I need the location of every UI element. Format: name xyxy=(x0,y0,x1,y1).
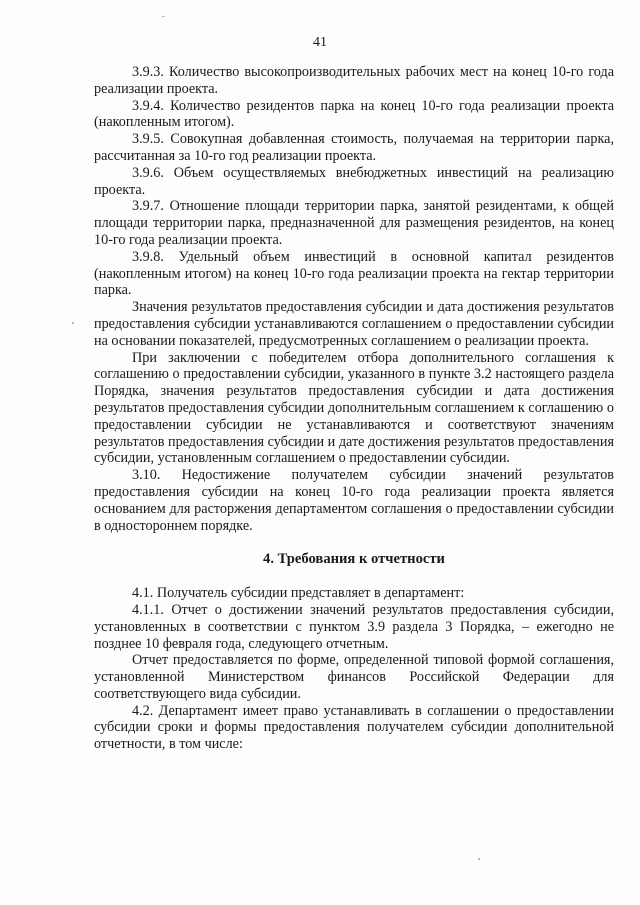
paragraph-3-9-3: 3.9.3. Количество высокопроизводительных рабочих мест на конец 10-го года реализации проекта. xyxy=(94,64,614,97)
paragraph-additional-agreement: При заключении с победителем отбора дополнительного соглашения к соглашению о предоставлении субсидии, указанного в пункте 3.2 настоящего раздела Порядка, значения результатов предоставления субсидии и дата достижения результатов предоставления субсидии дополнительным соглашением к соглашению о предоставлении субсидии не устанавливаются и соответствуют значениям результатов предоставления субсидии и дате достижения результатов предоставления субсидии, установленным соглашением о предоставлении субсидии. xyxy=(94,349,614,467)
paragraph-3-9-8: 3.9.8. Удельный объем инвестиций в основной капитал резидентов (накопленным итогом) на конец 10-го года реализации проекта на гектар территории парка. xyxy=(94,248,614,299)
paragraph-3-9-6: 3.9.6. Объем осуществляемых внебюджетных инвестиций на реализацию проекта. xyxy=(94,164,614,198)
paragraph-report-form: Отчет предоставляется по форме, определенной типовой формой соглашения, установленной Министерством финансов Российской Федерации для соответствующего вида субсидии. xyxy=(94,652,614,702)
paragraph-4-1-1: 4.1.1. Отчет о достижении значений результатов предоставления субсидии, установленных в соответствии с пунктом 3.9 раздела 3 Порядка, – ежегодно не позднее 10 февраля года, следующего отчетным. xyxy=(94,601,614,652)
scan-speck xyxy=(478,858,480,860)
paragraph-4-2: 4.2. Департамент имеет право устанавливать в соглашении о предоставлении субсидии сроки и формы предоставления получателем субсидии дополнительной отчетности, в том числе: xyxy=(94,702,614,753)
paragraph-3-10: 3.10. Недостижение получателем субсидии значений результатов предоставления субсидии на конец 10-го года реализации проекта является основанием для расторжения департаментом соглашения о предоставлении субсидии в одностороннем порядке. xyxy=(94,467,614,534)
scan-speck xyxy=(72,322,74,324)
paragraph-3-9-5: 3.9.5. Совокупная добавленная стоимость, получаемая на территории парка, рассчитанная за 10-го год реализации проекта. xyxy=(94,131,614,164)
paragraph-4-1: 4.1. Получатель субсидии представляет в департамент: xyxy=(132,585,465,602)
document-body xyxy=(94,64,614,753)
paragraph-3-9-7: 3.9.7. Отношение площади территории парка, занятой резидентами, к общей площади территории парка, предназначенной для размещения резидентов, на конец 10-го года реализации проекта. xyxy=(94,198,614,248)
paragraph-result-values: Значения результатов предоставления субсидии и дата достижения результатов предоставления субсидии устанавливаются соглашением о предоставлении субсидии на основании показателей, предусмотренных соглашением о реализации проекта. xyxy=(94,299,614,349)
section-heading: 4. Требования к отчетности xyxy=(263,551,445,568)
paragraph-3-9-4: 3.9.4. Количество резидентов парка на конец 10-го года реализации проекта (накопленным итогом). xyxy=(94,97,614,131)
scan-speck xyxy=(162,16,165,17)
page-number: 41 xyxy=(313,35,327,50)
